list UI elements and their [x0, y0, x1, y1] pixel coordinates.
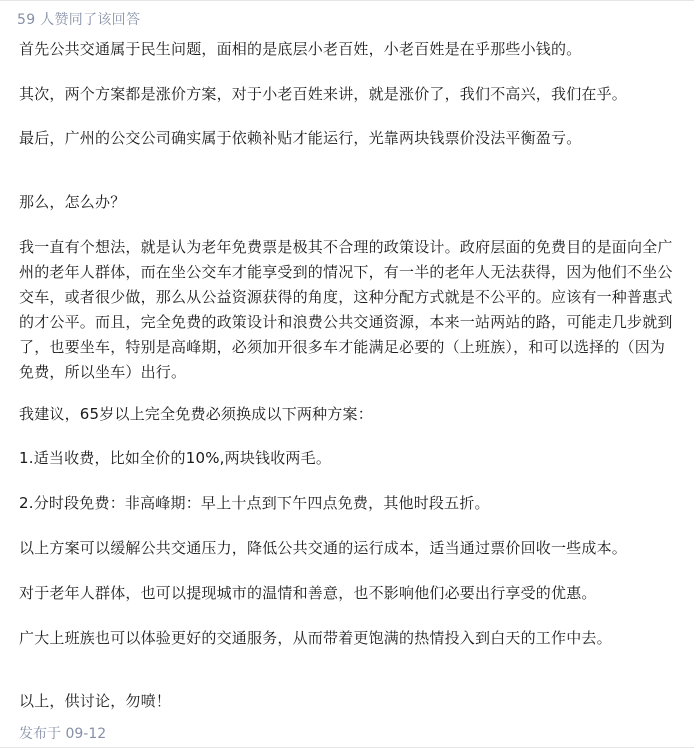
answer-paragraph: 我一直有个想法，就是认为老年免费票是极其不合理的政策设计。政府层面的免费目的是面向全广州的老年人群体，而在坐公交车才能享受到的情况下，有一半的老年人无法获得，因为他们不坐公交车，或者很少做，那么从公益资源获得的角度，这种分配方式就是不公平的。应该有一种普惠式的才公平。而且，完全免费的政策设计和浪费公共交通资源，本来一站两站的路，可能走几步就到了，也要坐车，特别是高峰期，必须加开很多车才能满足必要的（上班族），和可以选择的（因为免费，所以坐车）出行。 [19, 238, 673, 381]
upvote-count-header[interactable]: 59 人赞同了该回答 [17, 12, 141, 28]
answer-paragraph: 以上方案可以缓解公共交通压力，降低公共交通的运行成本，适当通过票价回收一些成本。 [19, 539, 628, 557]
answer-paragraph: 其次，两个方案都是涨价方案，对于小老百姓来讲，就是涨价了，我们不高兴，我们在乎。 [19, 85, 628, 103]
answer-paragraph: 2.分时段免费：非高峰期：早上十点到下午四点免费，其他时段五折。 [19, 494, 490, 512]
answer-paragraph: 1.适当收费，比如全价的10%,两块钱收两毛。 [19, 449, 332, 467]
answer-paragraph: 广大上班族也可以体验更好的交通服务，从而带着更饱满的热情投入到白天的工作中去。 [19, 629, 612, 647]
answer-paragraph: 那么，怎么办？ [19, 193, 126, 211]
published-date-link[interactable]: 发布于 09-12 [19, 726, 107, 742]
answer-paragraph: 对于老年人群体，也可以提现城市的温情和善意，也不影响他们必要出行享受的优惠。 [19, 584, 597, 602]
answer-paragraph: 首先公共交通属于民生问题，面相的是底层小老百姓，小老百姓是在乎那些小钱的。 [19, 40, 582, 58]
answer-paragraph: 以上，供讨论，勿喷！ [19, 692, 172, 710]
answer-paragraph: 我建议，65岁以上完全免费必须换成以下两种方案： [19, 405, 373, 423]
answer-paragraph: 最后，广州的公交公司确实属于依赖补贴才能运行，光靠两块钱票价没法平衡盈亏。 [19, 129, 582, 147]
